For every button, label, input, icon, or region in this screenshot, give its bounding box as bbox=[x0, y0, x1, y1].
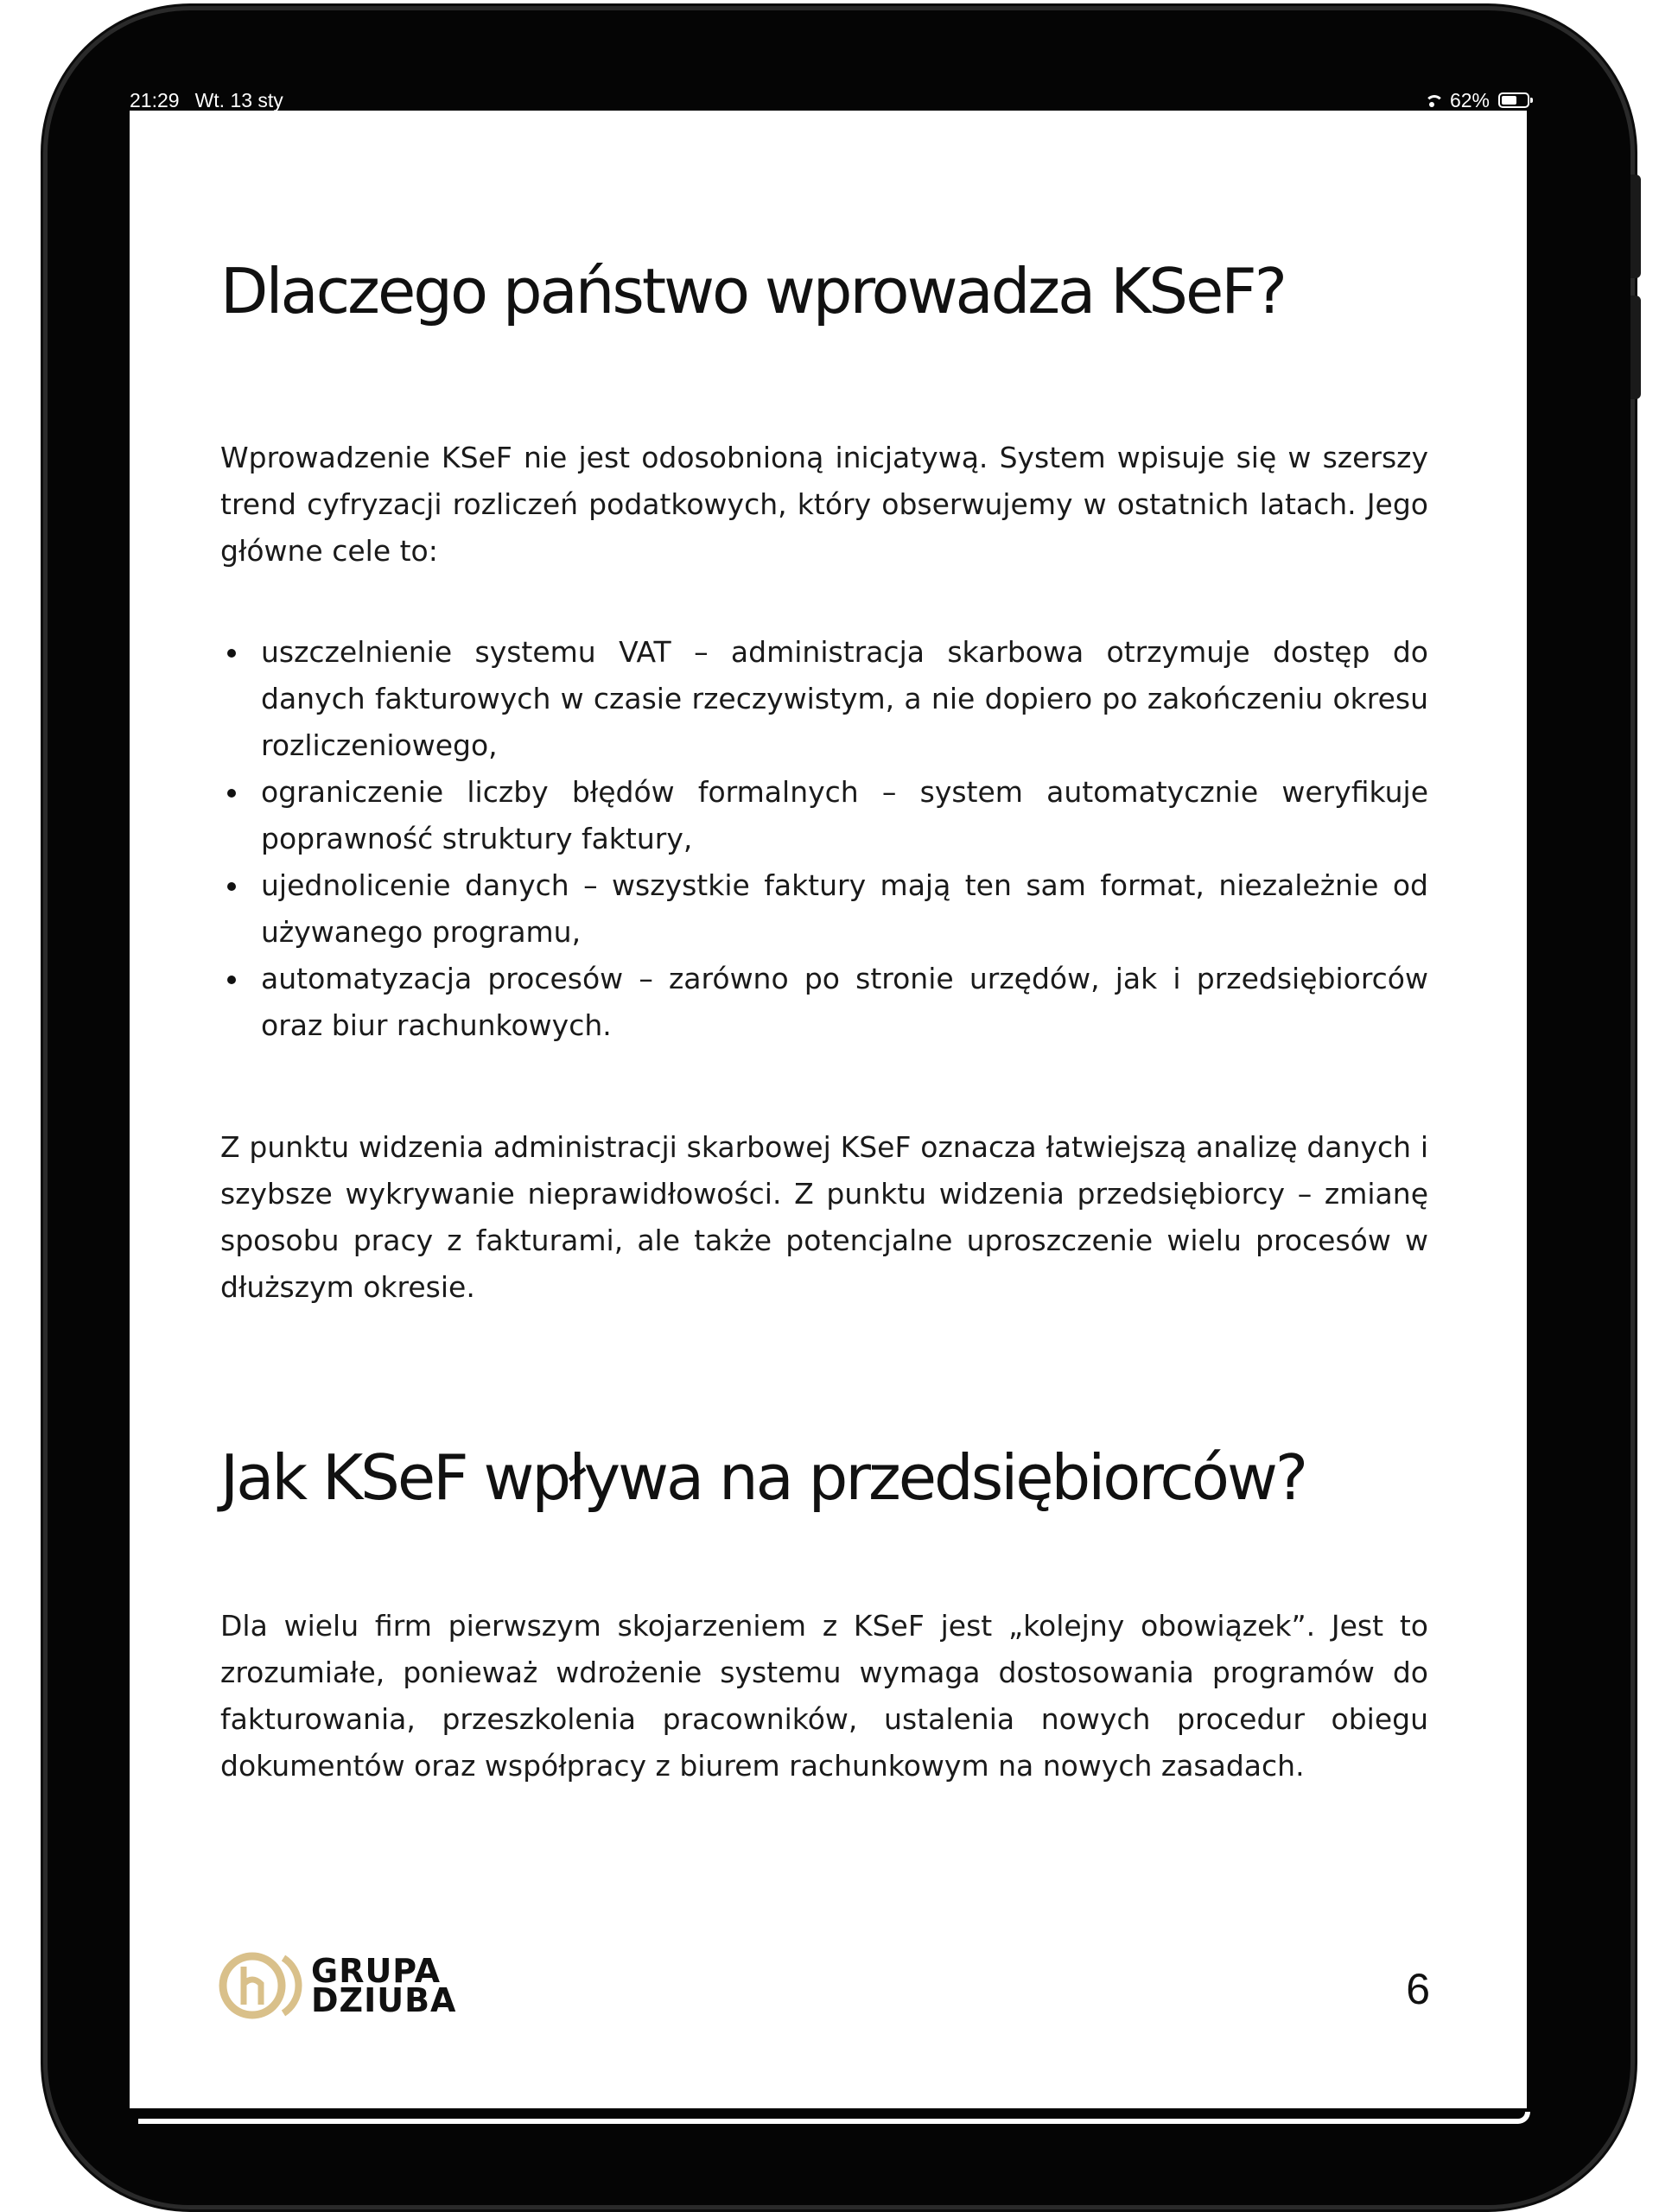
section-title-why-ksef: Dlaczego państwo wprowadza KSeF? bbox=[220, 255, 1285, 327]
status-date: Wt. 13 sty bbox=[194, 88, 283, 111]
gd-monogram-icon bbox=[216, 1949, 306, 2022]
list-item: ograniczenie liczby błędów formalnych – system automatycznie weryfikuje poprawność struktury faktury, bbox=[220, 769, 1428, 862]
intro-paragraph: Wprowadzenie KSeF nie jest odosobnioną inicjatywą. System wpisuje się w szerszy trend cyfryzacji rozliczeń podatkowych, który obserwujemy w ostatnich latach. Jego główne cele to: bbox=[220, 441, 1428, 568]
section-title-impact: Jak KSeF wpływa na przedsiębiorców? bbox=[220, 1441, 1306, 1514]
list-item: ujednolicenie danych – wszystkie faktury mają ten sam format, niezależnie od używanego programu, bbox=[220, 862, 1428, 956]
list-item: uszczelnienie systemu VAT – administracja skarbowa otrzymuje dostęp do danych fakturowych w czasie rzeczywistym, a nie dopiero po zakończeniu okresu rozliczeniowego, bbox=[220, 629, 1428, 769]
logo-wordmark bbox=[311, 1952, 457, 2019]
impact-paragraph: Dla wielu firm pierwszym skojarzeniem z KSeF jest „kolejny obowiązek”. Jest to zrozumiałe, ponieważ wdrożenie systemu wymaga dostosowania programów do fakturowania, przeszkolenia pracowników, ustalenia nowych procedur obiegu dokumentów oraz współpracy z biurem rachunkowym na nowych zasadach. bbox=[220, 1609, 1428, 1783]
logo-line1: GRUPA bbox=[311, 1952, 442, 1990]
summary-paragraph: Z punktu widzenia administracji skarbowej KSeF oznacza łatwiejszą analizę danych i szybsze wykrywanie nieprawidłowości. Z punktu widzenia przedsiębiorcy – zmianę sposobu pracy z fakturami, ale także potencjalne uproszczenie wielu procesów w dłuższym okresie. bbox=[220, 1130, 1428, 1304]
status-right bbox=[1422, 89, 1529, 112]
volume-down-button bbox=[1630, 296, 1641, 399]
document-page[interactable] bbox=[130, 111, 1527, 2108]
page-number: 6 bbox=[1406, 1965, 1430, 2013]
status-left bbox=[130, 89, 299, 112]
battery-icon bbox=[1498, 92, 1529, 108]
battery-fill bbox=[1502, 96, 1516, 105]
wifi-icon bbox=[1422, 93, 1441, 107]
status-time: 21:29 bbox=[130, 88, 180, 111]
logo-line2: DZIUBA bbox=[311, 1981, 457, 2019]
company-logo bbox=[216, 1949, 456, 2022]
volume-up-button bbox=[1630, 175, 1641, 278]
goals-list bbox=[220, 629, 1428, 1049]
battery-percent: 62% bbox=[1449, 88, 1490, 111]
page-edge-decoration bbox=[138, 2112, 1530, 2124]
list-item: automatyzacja procesów – zarówno po stronie urzędów, jak i przedsiębiorców oraz biur rachunkowych. bbox=[220, 956, 1428, 1049]
